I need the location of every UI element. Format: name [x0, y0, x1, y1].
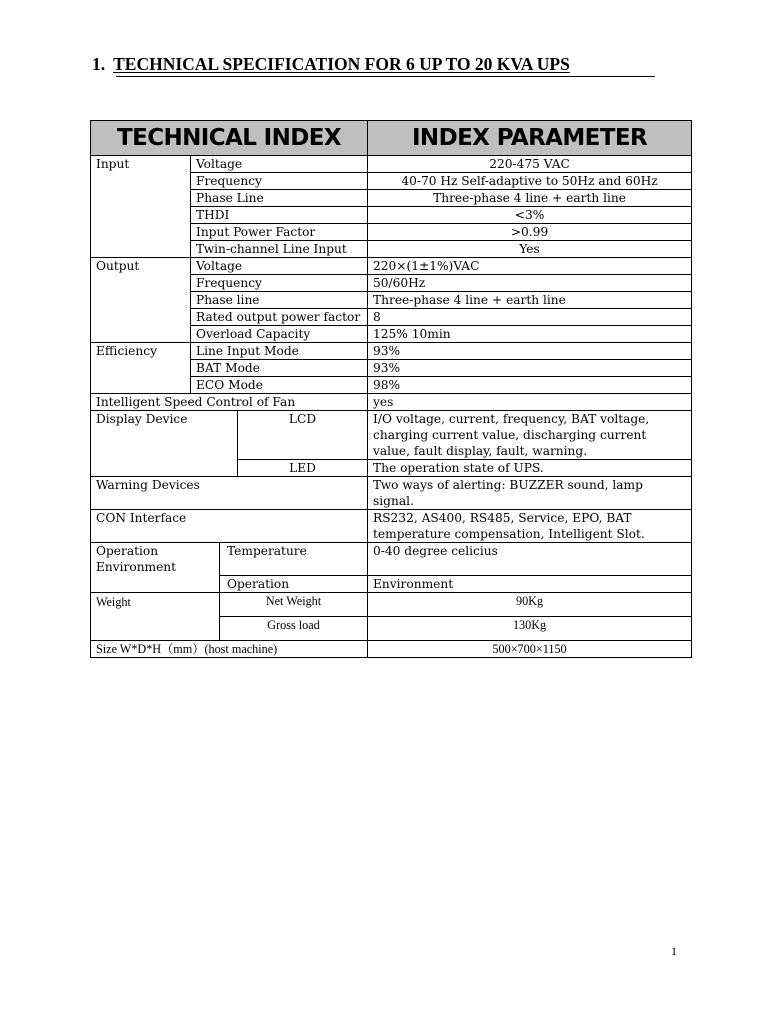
header-technical-index: TECHNICAL INDEX	[91, 121, 368, 156]
size-value: 500×700×1150	[368, 641, 692, 658]
table-row	[91, 510, 692, 543]
size-label: Size W*D*H（mm）(host machine)	[91, 641, 368, 658]
row-label: Voltage	[191, 156, 368, 173]
row-value: 8	[368, 309, 692, 326]
group-efficiency: Efficiency	[91, 343, 191, 394]
row-value: yes	[368, 394, 692, 411]
row-label: Twin-channel Line Input	[191, 241, 368, 258]
row-label: Rated output power factor	[191, 309, 368, 326]
led-label: LED	[238, 460, 368, 477]
net-weight-value: 90Kg	[368, 593, 692, 617]
spec-table	[90, 120, 692, 658]
row-value: 220-475 VAC	[368, 156, 692, 173]
section-title: TECHNICAL SPECIFICATION FOR 6 UP TO 20 KVA UPS	[113, 54, 570, 74]
row-value: 40-70 Hz Self-adaptive to 50Hz and 60Hz	[368, 173, 692, 190]
temperature-label: Temperature	[220, 543, 368, 576]
row-value: 93%	[368, 343, 692, 360]
section-heading	[92, 54, 692, 78]
temperature-value: 0-40 degree celicius	[368, 543, 692, 576]
row-label: Frequency	[191, 275, 368, 292]
table-row	[91, 543, 692, 576]
group-operation-environment: Operation Environment	[91, 543, 220, 593]
gross-load-value: 130Kg	[368, 617, 692, 641]
row-value: 125% 10min	[368, 326, 692, 343]
row-value: >0.99	[368, 224, 692, 241]
row-value: 220×(1±1%)VAC	[368, 258, 692, 275]
row-value: Yes	[368, 241, 692, 258]
row-value: RS232, AS400, RS485, Service, EPO, BAT temperature compensation, Intelligent Slot.	[368, 510, 692, 543]
table-row	[91, 258, 692, 275]
operation-label: Operation	[220, 576, 368, 593]
row-label: THDI	[191, 207, 368, 224]
heading-double-underline	[116, 76, 655, 77]
row-value: 50/60Hz	[368, 275, 692, 292]
page-number: 1	[671, 944, 677, 958]
group-weight: Weight	[91, 593, 220, 641]
gross-load-label: Gross load	[220, 617, 368, 641]
row-label: Intelligent Speed Control of Fan	[91, 394, 368, 411]
group-display-device: Display Device	[91, 411, 238, 477]
table-header-row	[91, 121, 692, 156]
group-input: Input	[91, 156, 191, 258]
header-index-parameter: INDEX PARAMETER	[368, 121, 692, 156]
table-row	[91, 641, 692, 658]
table-row	[91, 343, 692, 360]
row-value: Two ways of alerting: BUZZER sound, lamp signal.	[368, 477, 692, 510]
lcd-label: LCD	[238, 411, 368, 460]
row-label: Warning Devices	[91, 477, 368, 510]
operation-value: Environment	[368, 576, 692, 593]
row-label: ECO Mode	[191, 377, 368, 394]
row-value: 98%	[368, 377, 692, 394]
row-label: Phase line	[191, 292, 368, 309]
table-row	[91, 593, 692, 617]
row-label: Frequency	[191, 173, 368, 190]
row-value: <3%	[368, 207, 692, 224]
row-label: CON Interface	[91, 510, 368, 543]
row-label: Input Power Factor	[191, 224, 368, 241]
row-value: Three-phase 4 line + earth line	[368, 190, 692, 207]
row-value: 93%	[368, 360, 692, 377]
lcd-value: I/O voltage, current, frequency, BAT voltage, charging current value, discharging current value, fault display, fault, warning.	[368, 411, 692, 460]
table-row	[91, 156, 692, 173]
table-row	[91, 394, 692, 411]
row-label: Phase Line	[191, 190, 368, 207]
row-label: Line Input Mode	[191, 343, 368, 360]
row-value: Three-phase 4 line + earth line	[368, 292, 692, 309]
group-output: Output	[91, 258, 191, 343]
section-number: 1.	[92, 54, 106, 74]
row-label: Overload Capacity	[191, 326, 368, 343]
row-label: Voltage	[191, 258, 368, 275]
net-weight-label: Net Weight	[220, 593, 368, 617]
row-label: BAT Mode	[191, 360, 368, 377]
table-row	[91, 411, 692, 460]
table-row	[91, 477, 692, 510]
led-value: The operation state of UPS.	[368, 460, 692, 477]
